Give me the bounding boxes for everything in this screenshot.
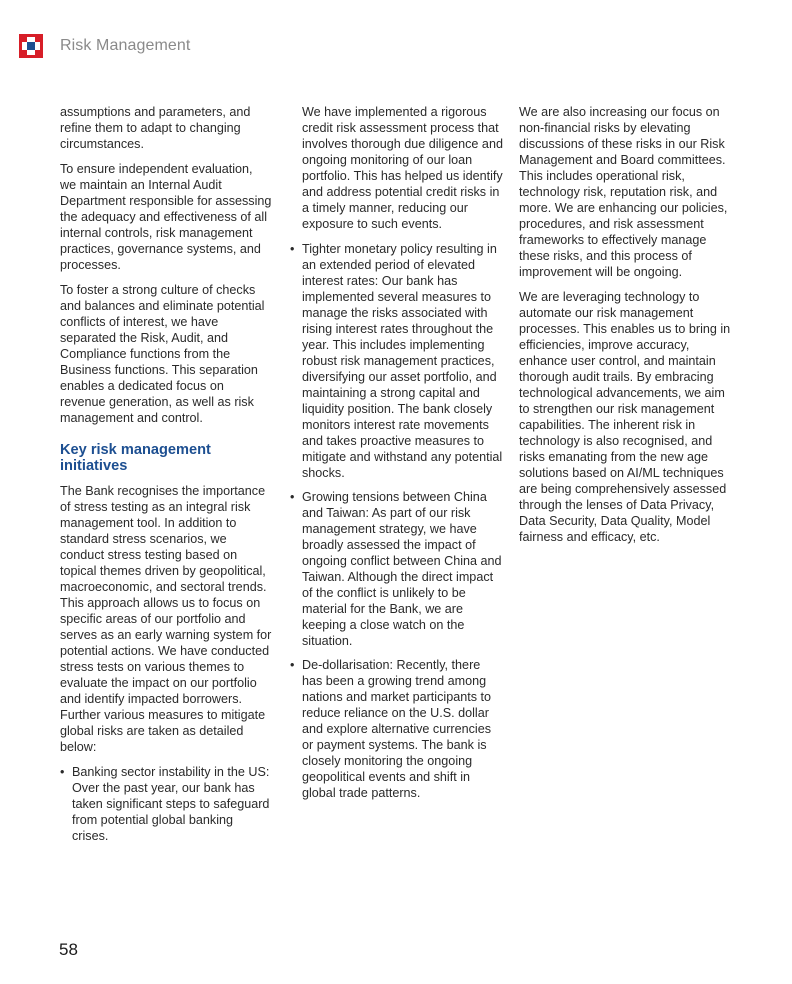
list-item-text: Tighter monetary policy resulting in an extended period of elevated interest rates: Our bank has implemented several measures to manage the risks associated with rising interest rates throughout the year. This includes implementing robust risk management practices, diversifying our asset portfolio, and maintaining a strong capital and liquidity position. The bank closely monitors interest rate movements and takes proactive measures to mitigate and withstand any potential shocks. bbox=[302, 242, 503, 480]
list-item-text: Growing tensions between China and Taiwan: As part of our risk management strategy, we have broadly assessed the impact of ongoing conflict between China and Taiwan. Although the direct impact of the conflict is unlikely to be material for the Bank, we are keeping a close watch on the situation. bbox=[302, 490, 502, 648]
column-3 bbox=[519, 104, 731, 554]
list-item-text: Banking sector instability in the US: Over the past year, our bank has taken significant steps to safeguard from potential global banking crises. bbox=[72, 765, 270, 843]
bullet-icon: • bbox=[290, 658, 295, 672]
paragraph: We are also increasing our focus on non-financial risks by elevating discussions of these risks in our Risk Management and Board committees. This includes operational risk, technology risk, reputation risk, and more. We are enhancing our policies, procedures, and risk assessment frameworks to effectively manage these risks, and this process of improvement will be ongoing. bbox=[519, 105, 728, 279]
list-item bbox=[60, 764, 272, 844]
page-number: 58 bbox=[59, 940, 78, 959]
bullet-icon: • bbox=[290, 242, 295, 256]
paragraph: To foster a strong culture of checks and balances and eliminate potential conflicts of interest, we have separated the Risk, Audit, and Compliance functions from the Business functions. This separation enables a dedicated focus on revenue generation, as well as risk management and control. bbox=[60, 283, 265, 425]
paragraph: We have implemented a rigorous credit risk assessment process that involves thorough due diligence and ongoing monitoring of our loan portfolio. This has helped us identify and address potential credit risks in a timely manner, reducing our exposure to such events. bbox=[302, 105, 503, 231]
list-item bbox=[290, 657, 504, 801]
paragraph: assumptions and parameters, and refine them to adapt to changing circumstances. bbox=[60, 105, 251, 151]
paragraph: The Bank recognises the importance of stress testing as an integral risk management tool. In addition to standard stress scenarios, we conduct stress testing based on topical themes driven by geopolitical, macroeconomic, and sectoral trends. This approach allows us to focus on specific areas of our portfolio and serves as an early warning system for potential actions. We have conducted stress tests on various themes to evaluate the impact on our portfolio and identify impacted borrowers. Further various measures to mitigate global risks are taken as detailed below: bbox=[60, 484, 272, 754]
section-title: Risk Management bbox=[60, 37, 191, 54]
list-item-text: De-dollarisation: Recently, there has been a growing trend among nations and market participants to reduce reliance on the U.S. dollar and explore alternative currencies or payment systems. The bank is closely monitoring the ongoing geopolitical events and shift in global trade patterns. bbox=[302, 658, 492, 800]
bullet-list bbox=[290, 241, 504, 801]
bullet-icon: • bbox=[290, 490, 295, 504]
column-2 bbox=[290, 104, 504, 810]
section-heading: Key risk management initiatives bbox=[60, 442, 211, 474]
column-1 bbox=[60, 104, 272, 853]
paragraph: To ensure independent evaluation, we maintain an Internal Audit Department responsible for assessing the adequacy and effectiveness of all internal controls, risk management practices, governance systems, and processes. bbox=[60, 162, 272, 272]
list-item bbox=[290, 489, 504, 649]
page-header bbox=[19, 33, 190, 59]
paragraph: We are leveraging technology to automate our risk management processes. This enables us to bring in efficiencies, improve accuracy, enhance user control, and maintain thorough audit trails. By embracing technological advancements, we aim to strengthen our risk management capabilities. The inherent risk in technology is also recognised, and risks emanating from the new age solutions based on AI/ML techniques are being comprehensively assessed through the lenses of Data Privacy, Data Security, Data Quality, Model fairness and efficacy, etc. bbox=[519, 290, 731, 544]
bank-logo-icon bbox=[19, 34, 43, 58]
bullet-list bbox=[60, 764, 272, 844]
list-item bbox=[290, 241, 504, 481]
bullet-icon: • bbox=[60, 765, 65, 779]
